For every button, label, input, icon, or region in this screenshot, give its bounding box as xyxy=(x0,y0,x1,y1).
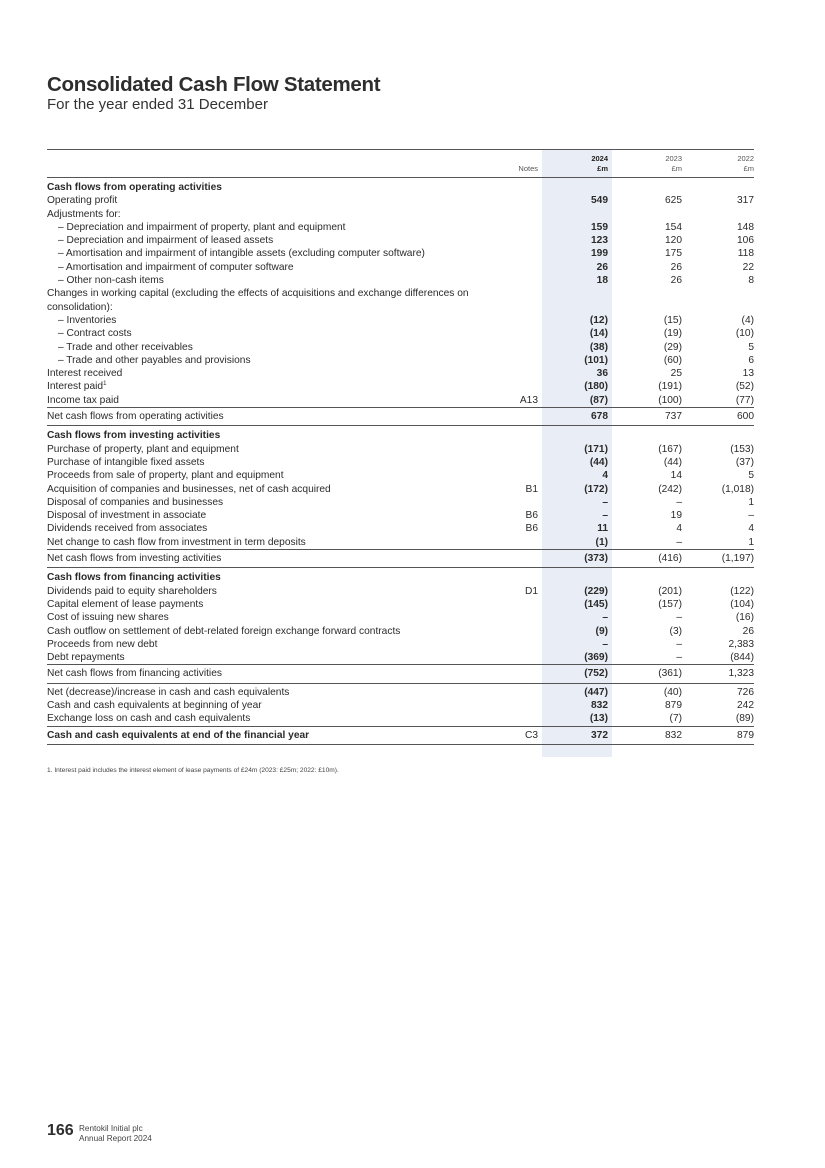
note-ref xyxy=(499,367,542,380)
row-label xyxy=(47,726,499,744)
table-row xyxy=(47,380,754,393)
row-label xyxy=(47,651,499,665)
row-label-text: – Depreciation and impairment of property, plant and equipment xyxy=(58,221,346,233)
value-2023: (19) xyxy=(663,328,682,340)
unit-2022: £m xyxy=(743,163,754,173)
row-label-text: Proceeds from sale of property, plant and equipment xyxy=(47,470,284,482)
table-row xyxy=(47,247,754,260)
table-row xyxy=(47,456,754,469)
value-2024: (180) xyxy=(584,381,608,393)
value-2024: 678 xyxy=(591,411,608,423)
value-2023: – xyxy=(676,536,682,548)
value-2023: – xyxy=(676,638,682,650)
row-label-text: – Trade and other receivables xyxy=(58,341,193,353)
value-2023: – xyxy=(676,612,682,624)
table-row xyxy=(47,568,754,585)
row-label-text: Adjustments for: xyxy=(47,208,121,220)
value-2024: (1) xyxy=(595,536,608,548)
row-label xyxy=(47,314,499,327)
value-2023 xyxy=(612,426,684,443)
footnote-marker: 1 xyxy=(103,381,107,388)
value-2023: 25 xyxy=(670,368,682,380)
value-2023: 26 xyxy=(670,261,682,273)
row-label xyxy=(47,469,499,482)
value-2024: (171) xyxy=(584,443,608,455)
row-label xyxy=(47,611,499,624)
table-body xyxy=(47,178,754,745)
value-2024: (752) xyxy=(584,668,608,680)
value-2023: 154 xyxy=(665,221,682,233)
row-label xyxy=(47,638,499,651)
row-label-text: Acquisition of companies and businesses, net of cash acquired xyxy=(47,483,331,495)
value-2024: 549 xyxy=(591,195,608,207)
report-name: Annual Report 2024 xyxy=(79,1134,152,1143)
value-2022 xyxy=(684,568,754,585)
value-2024 xyxy=(542,568,612,585)
note-ref xyxy=(499,194,542,207)
row-label xyxy=(47,509,499,522)
value-2023: (3) xyxy=(669,625,682,637)
note-ref xyxy=(499,683,542,699)
value-2022: 317 xyxy=(737,195,754,207)
row-label-text: Net cash flows from financing activities xyxy=(47,668,222,680)
value-2023: (15) xyxy=(663,314,682,326)
row-label xyxy=(47,585,499,598)
value-2023: (60) xyxy=(663,354,682,366)
value-2022 xyxy=(684,426,754,443)
value-2023 xyxy=(612,568,684,585)
value-2023: 832 xyxy=(665,729,682,741)
value-2024: (369) xyxy=(584,652,608,664)
note-ref xyxy=(499,247,542,260)
page-title: Consolidated Cash Flow Statement xyxy=(47,73,381,96)
note-ref: B6 xyxy=(525,510,538,522)
note-ref xyxy=(499,550,542,568)
table-row xyxy=(47,178,754,195)
table-row xyxy=(47,221,754,234)
row-label-text: Changes in working capital (excluding the effects of acquisitions and exchange differences on consolidation): xyxy=(47,288,469,313)
note-ref: B6 xyxy=(525,523,538,535)
row-label-text: Dividends received from associates xyxy=(47,523,208,535)
value-2022: (122) xyxy=(730,585,754,597)
value-2024: (373) xyxy=(584,553,608,565)
value-2024: 123 xyxy=(591,235,608,247)
value-2022 xyxy=(684,208,754,221)
table-row xyxy=(47,699,754,712)
row-label xyxy=(47,699,499,712)
value-2023 xyxy=(612,178,684,195)
note-ref xyxy=(499,354,542,367)
note-ref xyxy=(499,625,542,638)
note-ref xyxy=(499,208,542,221)
value-2024: (447) xyxy=(584,686,608,698)
note-ref xyxy=(499,699,542,712)
value-2023: (44) xyxy=(663,456,682,468)
value-2023: (201) xyxy=(658,585,682,597)
value-2024: 199 xyxy=(591,248,608,260)
row-label-text: Net change to cash flow from investment in term deposits xyxy=(47,536,306,548)
row-label xyxy=(47,550,499,568)
value-2022: (104) xyxy=(730,598,754,610)
table-row xyxy=(47,598,754,611)
table-row xyxy=(47,638,754,651)
row-label-text: – Depreciation and impairment of leased assets xyxy=(58,235,274,247)
value-2024: – xyxy=(602,510,608,522)
row-label xyxy=(47,536,499,550)
value-2023: 26 xyxy=(670,275,682,287)
table-row xyxy=(47,194,754,207)
cash-flow-table xyxy=(47,149,754,745)
value-2024: (229) xyxy=(584,585,608,597)
table-row xyxy=(47,327,754,340)
table-row xyxy=(47,625,754,638)
note-ref xyxy=(499,443,542,456)
row-label-text: – Amortisation and impairment of intangible assets (excluding computer software) xyxy=(58,248,425,260)
note-ref xyxy=(499,178,542,195)
value-2022: 5 xyxy=(748,341,754,353)
footnote: 1. Interest paid includes the interest element of lease payments of £24m (2023: £25m; 2022: £10m). xyxy=(47,767,339,774)
row-label xyxy=(47,327,499,340)
row-label-text: Disposal of companies and businesses xyxy=(47,496,224,508)
value-2022: (1,197) xyxy=(721,553,754,565)
note-ref xyxy=(499,611,542,624)
note-ref xyxy=(499,327,542,340)
value-2022: 6 xyxy=(748,354,754,366)
value-2022: 106 xyxy=(737,235,754,247)
value-2024: (44) xyxy=(589,456,608,468)
row-label-text: – Inventories xyxy=(58,314,117,326)
note-ref xyxy=(499,261,542,274)
row-label xyxy=(47,221,499,234)
company-name: Rentokil Initial plc xyxy=(79,1124,143,1133)
row-label xyxy=(47,341,499,354)
value-2022: 1 xyxy=(748,496,754,508)
table-row xyxy=(47,712,754,726)
value-2023 xyxy=(612,287,684,314)
row-label-text: Cash and cash equivalents at end of the financial year xyxy=(47,729,310,741)
note-ref xyxy=(499,234,542,247)
value-2022: (844) xyxy=(730,652,754,664)
note-ref xyxy=(499,638,542,651)
table-row xyxy=(47,651,754,665)
row-label xyxy=(47,408,499,426)
value-2024: (13) xyxy=(589,713,608,725)
value-2022: 2,383 xyxy=(728,638,754,650)
table-row xyxy=(47,314,754,327)
value-2024 xyxy=(542,178,612,195)
value-2022: 26 xyxy=(742,625,754,637)
row-label xyxy=(47,683,499,699)
value-2024: 36 xyxy=(596,368,608,380)
table-row xyxy=(47,274,754,287)
row-label xyxy=(47,443,499,456)
row-label xyxy=(47,380,499,393)
value-2022: 22 xyxy=(742,261,754,273)
table-row xyxy=(47,665,754,683)
row-label-text: Net cash flows from investing activities xyxy=(47,553,222,565)
value-2023: 120 xyxy=(665,235,682,247)
value-2022 xyxy=(684,178,754,195)
row-label-text: Cash outflow on settlement of debt-related foreign exchange forward contracts xyxy=(47,625,401,637)
table-row xyxy=(47,426,754,443)
value-2024: – xyxy=(602,612,608,624)
row-label-text: Net cash flows from operating activities xyxy=(47,411,224,423)
row-label xyxy=(47,483,499,496)
note-ref xyxy=(499,665,542,683)
row-label-text: Dividends paid to equity shareholders xyxy=(47,585,217,597)
row-label-text: – Other non-cash items xyxy=(58,275,164,287)
table-row xyxy=(47,261,754,274)
year-2022: 2022 xyxy=(737,154,754,163)
value-2024: 11 xyxy=(597,523,608,535)
row-label-text: Cash flows from investing activities xyxy=(47,430,221,442)
note-ref xyxy=(499,651,542,665)
value-2024: (9) xyxy=(595,625,608,637)
page-subtitle: For the year ended 31 December xyxy=(47,96,268,113)
note-ref xyxy=(499,221,542,234)
value-2023: (361) xyxy=(658,668,682,680)
note-ref xyxy=(499,341,542,354)
row-label-text: Exchange loss on cash and cash equivalents xyxy=(47,713,251,725)
table-row xyxy=(47,550,754,568)
column-header-2023 xyxy=(612,150,684,178)
value-2023: (157) xyxy=(658,598,682,610)
value-2022: 1 xyxy=(748,536,754,548)
value-2024: (145) xyxy=(584,598,608,610)
row-label xyxy=(47,194,499,207)
unit-2024: £m xyxy=(597,163,608,173)
value-2024: 26 xyxy=(596,261,608,273)
table-row xyxy=(47,408,754,426)
note-ref: A13 xyxy=(519,394,538,406)
note-ref xyxy=(499,456,542,469)
column-header-2024 xyxy=(542,150,612,178)
row-label xyxy=(47,208,499,221)
note-ref xyxy=(499,380,542,393)
row-label-text: Net (decrease)/increase in cash and cash equivalents xyxy=(47,686,290,698)
row-label-text: – Contract costs xyxy=(58,328,132,340)
value-2024: 4 xyxy=(602,470,608,482)
value-2022: 118 xyxy=(737,248,754,260)
page-number: 166 xyxy=(47,1122,74,1139)
row-label-text: Interest received xyxy=(47,368,123,380)
value-2022: 1,323 xyxy=(728,668,754,680)
row-label-text: Cash and cash equivalents at beginning of year xyxy=(47,699,262,711)
notes-column-header: Notes xyxy=(518,163,538,173)
footer-company xyxy=(79,1124,152,1144)
value-2022 xyxy=(684,287,754,314)
value-2023: (100) xyxy=(658,394,682,406)
header-label-cell xyxy=(47,150,499,178)
row-label-text: Purchase of property, plant and equipment xyxy=(47,443,239,455)
note-ref xyxy=(499,469,542,482)
value-2024: (12) xyxy=(589,314,608,326)
value-2023: 737 xyxy=(665,411,682,423)
table-row xyxy=(47,483,754,496)
row-label xyxy=(47,261,499,274)
row-label xyxy=(47,394,499,408)
table-row xyxy=(47,536,754,550)
table-row xyxy=(47,367,754,380)
value-2024 xyxy=(542,287,612,314)
table-row xyxy=(47,726,754,744)
note-ref xyxy=(499,496,542,509)
value-2024: (101) xyxy=(584,354,608,366)
row-label xyxy=(47,247,499,260)
value-2024: (38) xyxy=(589,341,608,353)
row-label xyxy=(47,598,499,611)
value-2022: 726 xyxy=(737,686,754,698)
value-2022: 8 xyxy=(748,275,754,287)
note-ref: D1 xyxy=(524,585,538,597)
row-label xyxy=(47,426,499,443)
value-2022: 13 xyxy=(742,368,754,380)
table-row xyxy=(47,394,754,408)
value-2023: (7) xyxy=(669,713,682,725)
note-ref: C3 xyxy=(524,729,538,741)
note-ref: B1 xyxy=(525,483,538,495)
value-2023: (29) xyxy=(663,341,682,353)
note-ref xyxy=(499,274,542,287)
row-label xyxy=(47,712,499,726)
year-2023: 2023 xyxy=(665,154,682,163)
value-2023: (191) xyxy=(658,381,682,393)
table-row xyxy=(47,496,754,509)
note-ref xyxy=(499,426,542,443)
note-ref xyxy=(499,314,542,327)
value-2022: 879 xyxy=(737,729,754,741)
value-2024: (172) xyxy=(584,483,608,495)
row-label-text: Cash flows from financing activities xyxy=(47,572,221,584)
value-2023: (167) xyxy=(658,443,682,455)
value-2024: – xyxy=(602,496,608,508)
row-label xyxy=(47,456,499,469)
value-2022: (77) xyxy=(735,394,754,406)
row-label-text: – Amortisation and impairment of computer software xyxy=(58,261,294,273)
table-row xyxy=(47,611,754,624)
row-label xyxy=(47,287,542,314)
value-2024: 832 xyxy=(591,699,608,711)
table-row xyxy=(47,341,754,354)
value-2022: 148 xyxy=(737,221,754,233)
row-label-text: Proceeds from new debt xyxy=(47,638,158,650)
value-2022: 600 xyxy=(737,411,754,423)
value-2023: – xyxy=(676,652,682,664)
table-row xyxy=(47,683,754,699)
row-label xyxy=(47,178,499,195)
row-label xyxy=(47,234,499,247)
value-2024: (87) xyxy=(589,394,608,406)
row-label xyxy=(47,568,499,585)
row-label xyxy=(47,665,499,683)
table-row xyxy=(47,585,754,598)
value-2022: 4 xyxy=(748,523,754,535)
table-row xyxy=(47,443,754,456)
value-2023 xyxy=(612,208,684,221)
value-2023: 19 xyxy=(670,510,682,522)
value-2022: – xyxy=(748,510,754,522)
value-2024: 159 xyxy=(591,221,608,233)
value-2023: 14 xyxy=(670,470,682,482)
row-label xyxy=(47,496,499,509)
value-2024: 18 xyxy=(596,275,608,287)
value-2024: (14) xyxy=(589,328,608,340)
value-2023: 879 xyxy=(665,699,682,711)
note-ref xyxy=(499,598,542,611)
note-ref xyxy=(499,712,542,726)
value-2023: (242) xyxy=(658,483,682,495)
value-2022: (10) xyxy=(735,328,754,340)
row-label-text: Cash flows from operating activities xyxy=(47,182,222,193)
value-2023: – xyxy=(676,496,682,508)
value-2023: 175 xyxy=(665,248,682,260)
table-row xyxy=(47,469,754,482)
value-2022: (37) xyxy=(735,456,754,468)
row-label xyxy=(47,354,499,367)
row-label-text: Disposal of investment in associate xyxy=(47,510,207,522)
column-header-2022 xyxy=(684,150,754,178)
row-label-text: Income tax paid xyxy=(47,394,119,406)
value-2023: (416) xyxy=(658,553,682,565)
row-label-text: Debt repayments xyxy=(47,652,125,664)
row-label-text: Cost of issuing new shares xyxy=(47,612,169,624)
value-2022: (52) xyxy=(735,381,754,393)
row-label xyxy=(47,625,499,638)
value-2024 xyxy=(542,208,612,221)
row-label xyxy=(47,274,499,287)
value-2022: (89) xyxy=(735,713,754,725)
table-row xyxy=(47,354,754,367)
value-2022: (1,018) xyxy=(721,483,754,495)
row-label xyxy=(47,367,499,380)
row-label-text: Purchase of intangible fixed assets xyxy=(47,456,205,468)
value-2024: – xyxy=(602,638,608,650)
table-row xyxy=(47,234,754,247)
value-2022: (153) xyxy=(730,443,754,455)
value-2022: 242 xyxy=(737,699,754,711)
value-2024: 372 xyxy=(591,729,608,741)
note-ref xyxy=(499,536,542,550)
value-2023: (40) xyxy=(663,686,682,698)
value-2023: 4 xyxy=(676,523,682,535)
table-row xyxy=(47,208,754,221)
row-label-text: Operating profit xyxy=(47,195,118,207)
table-row xyxy=(47,287,754,314)
row-label-text: Capital element of lease payments xyxy=(47,598,204,610)
table-row xyxy=(47,509,754,522)
row-label-text: Interest paid xyxy=(47,381,104,393)
row-label-text: – Trade and other payables and provisions xyxy=(58,354,251,366)
value-2022: 5 xyxy=(748,470,754,482)
table-row xyxy=(47,522,754,535)
row-label xyxy=(47,522,499,535)
value-2022: (4) xyxy=(741,314,754,326)
note-ref xyxy=(499,408,542,426)
note-ref xyxy=(499,568,542,585)
unit-2023: £m xyxy=(671,163,682,173)
table-header-row xyxy=(47,150,754,178)
value-2024 xyxy=(542,426,612,443)
year-2024: 2024 xyxy=(591,154,608,163)
value-2023: 625 xyxy=(665,195,682,207)
value-2022: (16) xyxy=(735,612,754,624)
